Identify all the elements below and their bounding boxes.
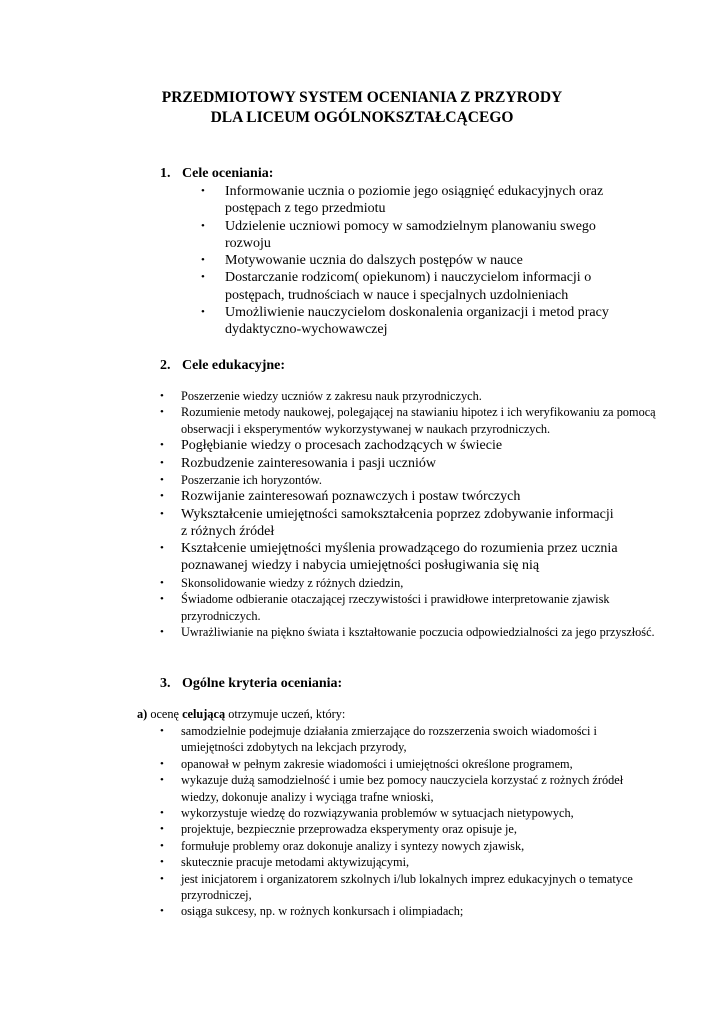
list-item-continuation: z różnych źródeł xyxy=(181,523,275,539)
list-item-text: Udzielenie uczniowi pomocy w samodzielnym planowaniu swego rozwoju xyxy=(225,218,596,251)
section-3-title: Ogólne kryteria oceniania: xyxy=(182,676,343,691)
section-3-list xyxy=(160,723,640,920)
list-item-continuation: przyrodniczej, xyxy=(181,888,252,903)
list-item-text: Poszerzanie ich horyzontów. xyxy=(181,472,322,487)
bullet-icon: • xyxy=(160,625,164,638)
bullet-icon: • xyxy=(160,439,164,452)
grade-name: celującą xyxy=(182,707,226,721)
list-item xyxy=(160,472,660,488)
bullet-icon: • xyxy=(201,219,205,232)
list-item xyxy=(160,488,660,505)
list-item-text: wykazuje dużą samodzielność i umie bez pomocy nauczyciela korzystać z rożnych źródeł xyxy=(181,773,624,788)
list-item-text: projektuje, bezpiecznie przeprowadza eksperymenty oraz opisuje je, xyxy=(181,822,517,837)
list-item xyxy=(160,756,640,772)
bullet-icon: • xyxy=(160,725,164,737)
list-item xyxy=(160,838,640,854)
bullet-icon: • xyxy=(201,254,205,267)
list-item xyxy=(160,540,660,575)
bullet-icon: • xyxy=(160,856,164,869)
list-item xyxy=(160,821,640,837)
section-1-heading xyxy=(160,165,273,183)
bullet-icon: • xyxy=(160,593,164,606)
bullet-icon: • xyxy=(201,185,205,197)
document-title xyxy=(0,88,724,128)
list-item xyxy=(160,854,640,870)
list-item-text: osiąga sukcesy, np. w rożnych konkursach i olimpiadach; xyxy=(181,904,464,919)
grade-prefix: ocenę xyxy=(150,707,179,721)
list-item xyxy=(160,772,640,805)
list-item-text: Rozbudzenie zainteresowania i pasji uczniów xyxy=(181,455,437,471)
bullet-icon: • xyxy=(160,507,164,520)
bullet-icon: • xyxy=(201,306,205,319)
section-1-list xyxy=(201,183,641,339)
list-item xyxy=(201,269,641,304)
section-3-heading xyxy=(160,675,342,693)
list-item xyxy=(201,183,641,218)
grade-label: a) xyxy=(137,707,148,721)
list-item-text: Uwrażliwianie na piękno świata i kształtowanie poczucia odpowiedzialności za jego przyszłość. xyxy=(181,624,655,639)
bullet-icon: • xyxy=(160,839,164,852)
bullet-icon: • xyxy=(160,490,164,503)
list-item-text: Umożliwienie nauczycielom doskonalenia organizacji i metod pracy dydaktyczno-wychowawczej xyxy=(225,305,609,338)
title-line-1: PRZEDMIOTOWY SYSTEM OCENIANIA Z PRZYRODY xyxy=(161,89,563,106)
section-2-list xyxy=(160,388,660,640)
list-item-text: formułuje problemy oraz dokonuje analizy i syntezy nowych zjawisk, xyxy=(181,838,525,853)
list-item xyxy=(160,805,640,821)
bullet-icon: • xyxy=(160,774,164,787)
list-item xyxy=(160,404,660,437)
bullet-icon: • xyxy=(201,271,205,284)
list-item-text: Kształcenie umiejętności myślenia prowadzącego do rozumienia przez ucznia poznawanej wiedzy i nabycia umiejętności posługiwania się nią xyxy=(181,541,618,574)
bullet-icon: • xyxy=(160,542,164,555)
bullet-icon: • xyxy=(160,406,164,419)
list-item-continuation: wiedzy, dokonuje analizy i wyciąga trafne wnioski, xyxy=(181,789,434,804)
section-1-title: Cele oceniania: xyxy=(182,166,274,181)
list-item-text: Rozwijanie zainteresowań poznawczych i postaw twórczych xyxy=(181,489,521,505)
bullet-icon: • xyxy=(160,905,164,918)
list-item-text: jest inicjatorem i organizatorem szkolnych i/lub lokalnych imprez edukacyjnych o tematyce xyxy=(181,871,633,886)
list-item-text: Skonsolidowanie wiedzy z różnych dziedzin, xyxy=(181,575,404,590)
section-2-number: 2. xyxy=(160,358,171,373)
list-item xyxy=(201,218,641,253)
list-item xyxy=(160,624,660,640)
list-item xyxy=(160,506,660,541)
list-item-text: Informowanie ucznia o poziomie jego osiągnięć edukacyjnych oraz postępach z tego przedmiotu xyxy=(225,184,604,217)
bullet-icon: • xyxy=(160,823,164,836)
list-item-text: Pogłębianie wiedzy o procesach zachodzących w świecie xyxy=(181,438,503,454)
bullet-icon: • xyxy=(160,473,164,486)
section-2-heading xyxy=(160,357,285,375)
section-2-title: Cele edukacyjne: xyxy=(182,358,286,373)
list-item xyxy=(201,252,641,269)
bullet-icon: • xyxy=(160,872,164,885)
list-item xyxy=(201,304,641,339)
list-item-text: Świadome odbieranie otaczającej rzeczywistości i prawidłowe interpretowanie zjawisk przyrodniczych. xyxy=(181,592,610,623)
bullet-icon: • xyxy=(160,390,164,402)
list-item xyxy=(160,388,660,404)
list-item-text: wykorzystuje wiedzę do rozwiązywania problemów w sytuacjach nietypowych, xyxy=(181,806,574,821)
title-line-2: DLA LICEUM OGÓLNOKSZTAŁCĄCEGO xyxy=(210,109,514,126)
list-item-text: skutecznie pracuje metodami aktywizującymi, xyxy=(181,855,410,870)
list-item-text: opanował w pełnym zakresie wiadomości i umiejętności określone programem, xyxy=(181,756,573,771)
list-item-text: Poszerzenie wiedzy uczniów z zakresu nauk przyrodniczych. xyxy=(181,389,482,403)
list-item-text: Dostarczanie rodzicom( opiekunom) i nauczycielom informacji o postępach, trudnościach w nauce i specjalnych uzdolnieniach xyxy=(225,270,592,303)
list-item xyxy=(160,591,660,624)
list-item xyxy=(160,871,640,904)
list-item-text: Rozumienie metody naukowej, polegającej na stawianiu hipotez i ich weryfikowaniu za pomocą obserwacji i eksperymentów wykorzystywanej w naukach przyrodniczych. xyxy=(181,405,656,436)
list-item xyxy=(160,437,660,454)
bullet-icon: • xyxy=(160,456,164,469)
section-1-number: 1. xyxy=(160,166,171,181)
list-item xyxy=(160,903,640,919)
bullet-icon: • xyxy=(160,757,164,770)
grade-intro xyxy=(137,706,345,722)
section-3-number: 3. xyxy=(160,676,171,691)
list-item-text: Motywowanie ucznia do dalszych postępów w nauce xyxy=(225,253,523,269)
grade-suffix: otrzymuje uczeń, który: xyxy=(228,707,346,721)
list-item xyxy=(160,723,640,756)
list-item xyxy=(160,455,660,472)
bullet-icon: • xyxy=(160,807,164,820)
list-item-text: Wykształcenie umiejętności samokształcenia poprzez zdobywanie informacji xyxy=(181,506,614,522)
list-item xyxy=(160,575,660,591)
bullet-icon: • xyxy=(160,576,164,589)
list-item-text: samodzielnie podejmuje działania zmierzające do rozszerzenia swoich wiadomości i umiejętności zdobytych na lekcjach przyrody, xyxy=(181,724,597,755)
